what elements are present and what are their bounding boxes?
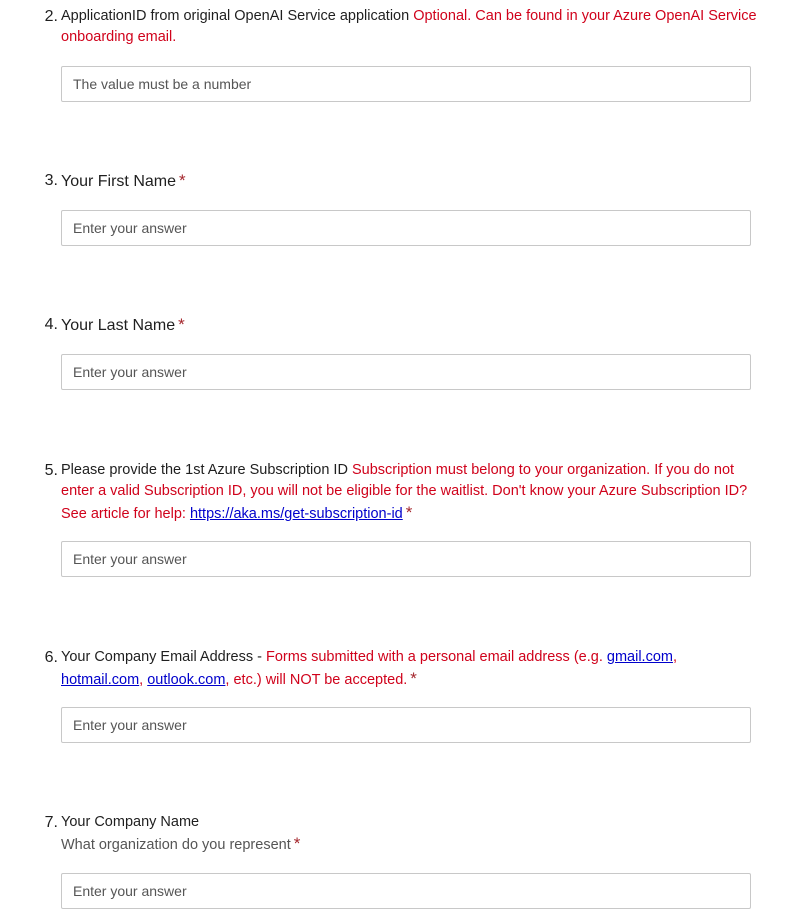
question-title xyxy=(0,6,800,48)
question-label: ApplicationID from original OpenAI Service application xyxy=(61,8,410,24)
separator: , xyxy=(672,649,677,665)
question-4 xyxy=(0,314,800,337)
question-title xyxy=(0,460,800,525)
hotmail-link[interactable]: hotmail.com xyxy=(61,672,140,688)
question-note: Optional. Can be found in your Azure OpenAI Service onboarding email. xyxy=(61,8,757,45)
question-label: Your Company Email Address - xyxy=(61,649,262,665)
question-2 xyxy=(0,6,800,48)
question-6 xyxy=(0,647,800,691)
question-subtitle-text: What organization do you represent xyxy=(61,837,291,853)
required-marker: * xyxy=(410,669,417,688)
subscription-help-link[interactable]: https://aka.ms/get-subscription-id xyxy=(189,506,403,522)
question-number: 3. xyxy=(44,172,58,189)
question-number: 7. xyxy=(44,814,58,831)
required-marker: * xyxy=(179,171,186,190)
question-5 xyxy=(0,460,800,525)
question-label: Your First Name xyxy=(61,173,176,190)
question-label: Please provide the 1st Azure Subscription ID xyxy=(61,462,348,478)
subscription-id-input[interactable] xyxy=(61,541,751,577)
required-marker: * xyxy=(178,315,185,334)
question-note: Subscription must belong to your organization. If you do not enter a valid Subscription ID, you will not be eligible for the waitlist. Don't know your Azure Subscription ID? See article for help: xyxy=(61,462,748,522)
question-subtitle xyxy=(0,833,800,856)
gmail-link[interactable]: gmail.com xyxy=(606,649,673,665)
question-3 xyxy=(0,170,800,193)
required-marker: * xyxy=(293,834,301,853)
required-marker: * xyxy=(405,503,413,522)
outlook-link[interactable]: outlook.com xyxy=(147,672,226,688)
question-title xyxy=(0,812,800,833)
last-name-input[interactable] xyxy=(61,354,751,390)
question-number: 2. xyxy=(44,8,58,25)
first-name-input[interactable] xyxy=(61,210,751,246)
separator: , xyxy=(139,672,144,688)
question-title xyxy=(0,647,800,691)
company-email-input[interactable] xyxy=(61,707,751,743)
question-title xyxy=(0,314,800,337)
question-number: 5. xyxy=(44,462,58,479)
question-title xyxy=(0,170,800,193)
question-number: 6. xyxy=(44,649,58,666)
question-note: Forms submitted with a personal email address (e.g. xyxy=(265,649,603,665)
application-id-input[interactable] xyxy=(61,66,751,102)
question-number: 4. xyxy=(44,316,58,333)
question-label: Your Company Name xyxy=(61,814,200,830)
question-7 xyxy=(0,812,800,856)
company-name-input[interactable] xyxy=(61,873,751,909)
question-label: Your Last Name xyxy=(61,317,176,334)
question-note-end: , etc.) will NOT be accepted. xyxy=(225,672,408,688)
